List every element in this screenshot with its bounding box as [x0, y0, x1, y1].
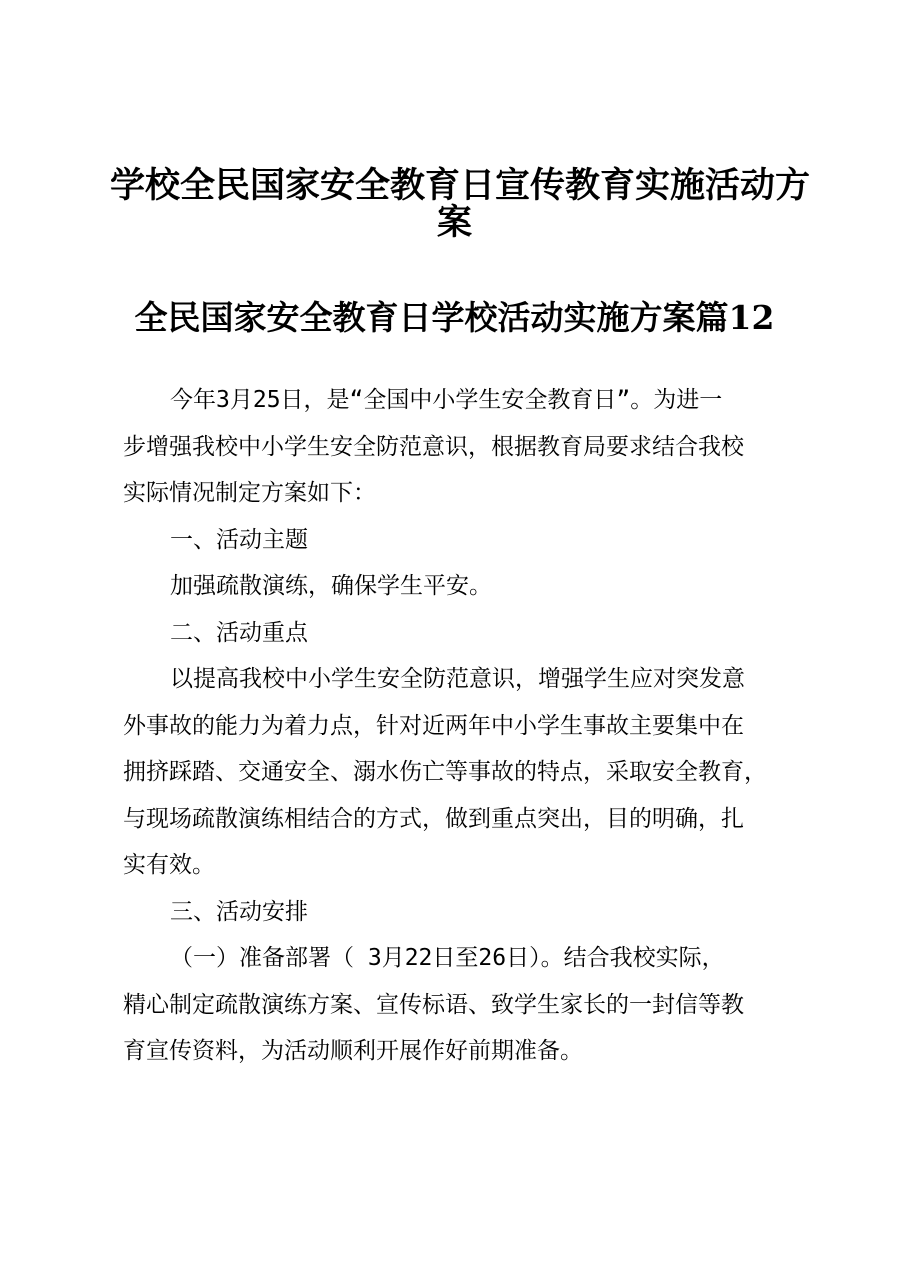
text-line: 二、活动重点	[170, 619, 308, 646]
document-title-line-2: 案	[436, 202, 472, 243]
paragraph-intro	[123, 377, 803, 517]
paragraph-theme	[123, 563, 803, 610]
text-line: （一）准备部署（ 3月22日至26日）。结合我校实际，	[170, 945, 725, 971]
text-line: 与现场疏散演练相结合的方式，做到重点突出，目的明确，扎	[123, 805, 744, 832]
text-line: 外事故的能力为着力点，针对近两年中小学生事故主要集中在	[123, 712, 744, 739]
paragraph-preparation	[123, 935, 803, 1075]
text-line: 精心制定疏散演练方案、宣传标语、致学生家长的一封信等教	[123, 991, 744, 1018]
text-line: 加强疏散演练，确保学生平安。	[170, 573, 492, 599]
text-line: 步增强我校中小学生安全防范意识，根据教育局要求结合我校	[123, 433, 744, 460]
text-line: 一、活动主题	[170, 526, 308, 553]
text-line: 育宣传资料，为活动顺利开展作好前期准备。	[123, 1038, 583, 1064]
document-body	[123, 377, 803, 1075]
paragraph-focus	[123, 656, 803, 889]
text-line: 三、活动安排	[170, 898, 308, 925]
document-subtitle: 全民国家安全教育日学校活动实施方案篇12	[134, 298, 775, 337]
section-heading-focus	[123, 610, 803, 657]
text-line: 拥挤踩踏、交通安全、溺水伤亡等事故的特点，采取安全教育，	[123, 759, 767, 785]
text-line: 以提高我校中小学生安全防范意识，增强学生应对突发意	[170, 666, 745, 692]
text-line: 今年3月25日，是“全国中小学生安全教育日”。为进一	[170, 387, 723, 413]
section-heading-theme	[123, 517, 803, 564]
text-line: 实有效。	[123, 852, 215, 878]
text-line: 实际情况制定方案如下：	[123, 480, 376, 506]
document-title-line-1: 学校全民国家安全教育日宣传教育实施活动方	[110, 165, 811, 206]
section-heading-arrangement	[123, 889, 803, 936]
